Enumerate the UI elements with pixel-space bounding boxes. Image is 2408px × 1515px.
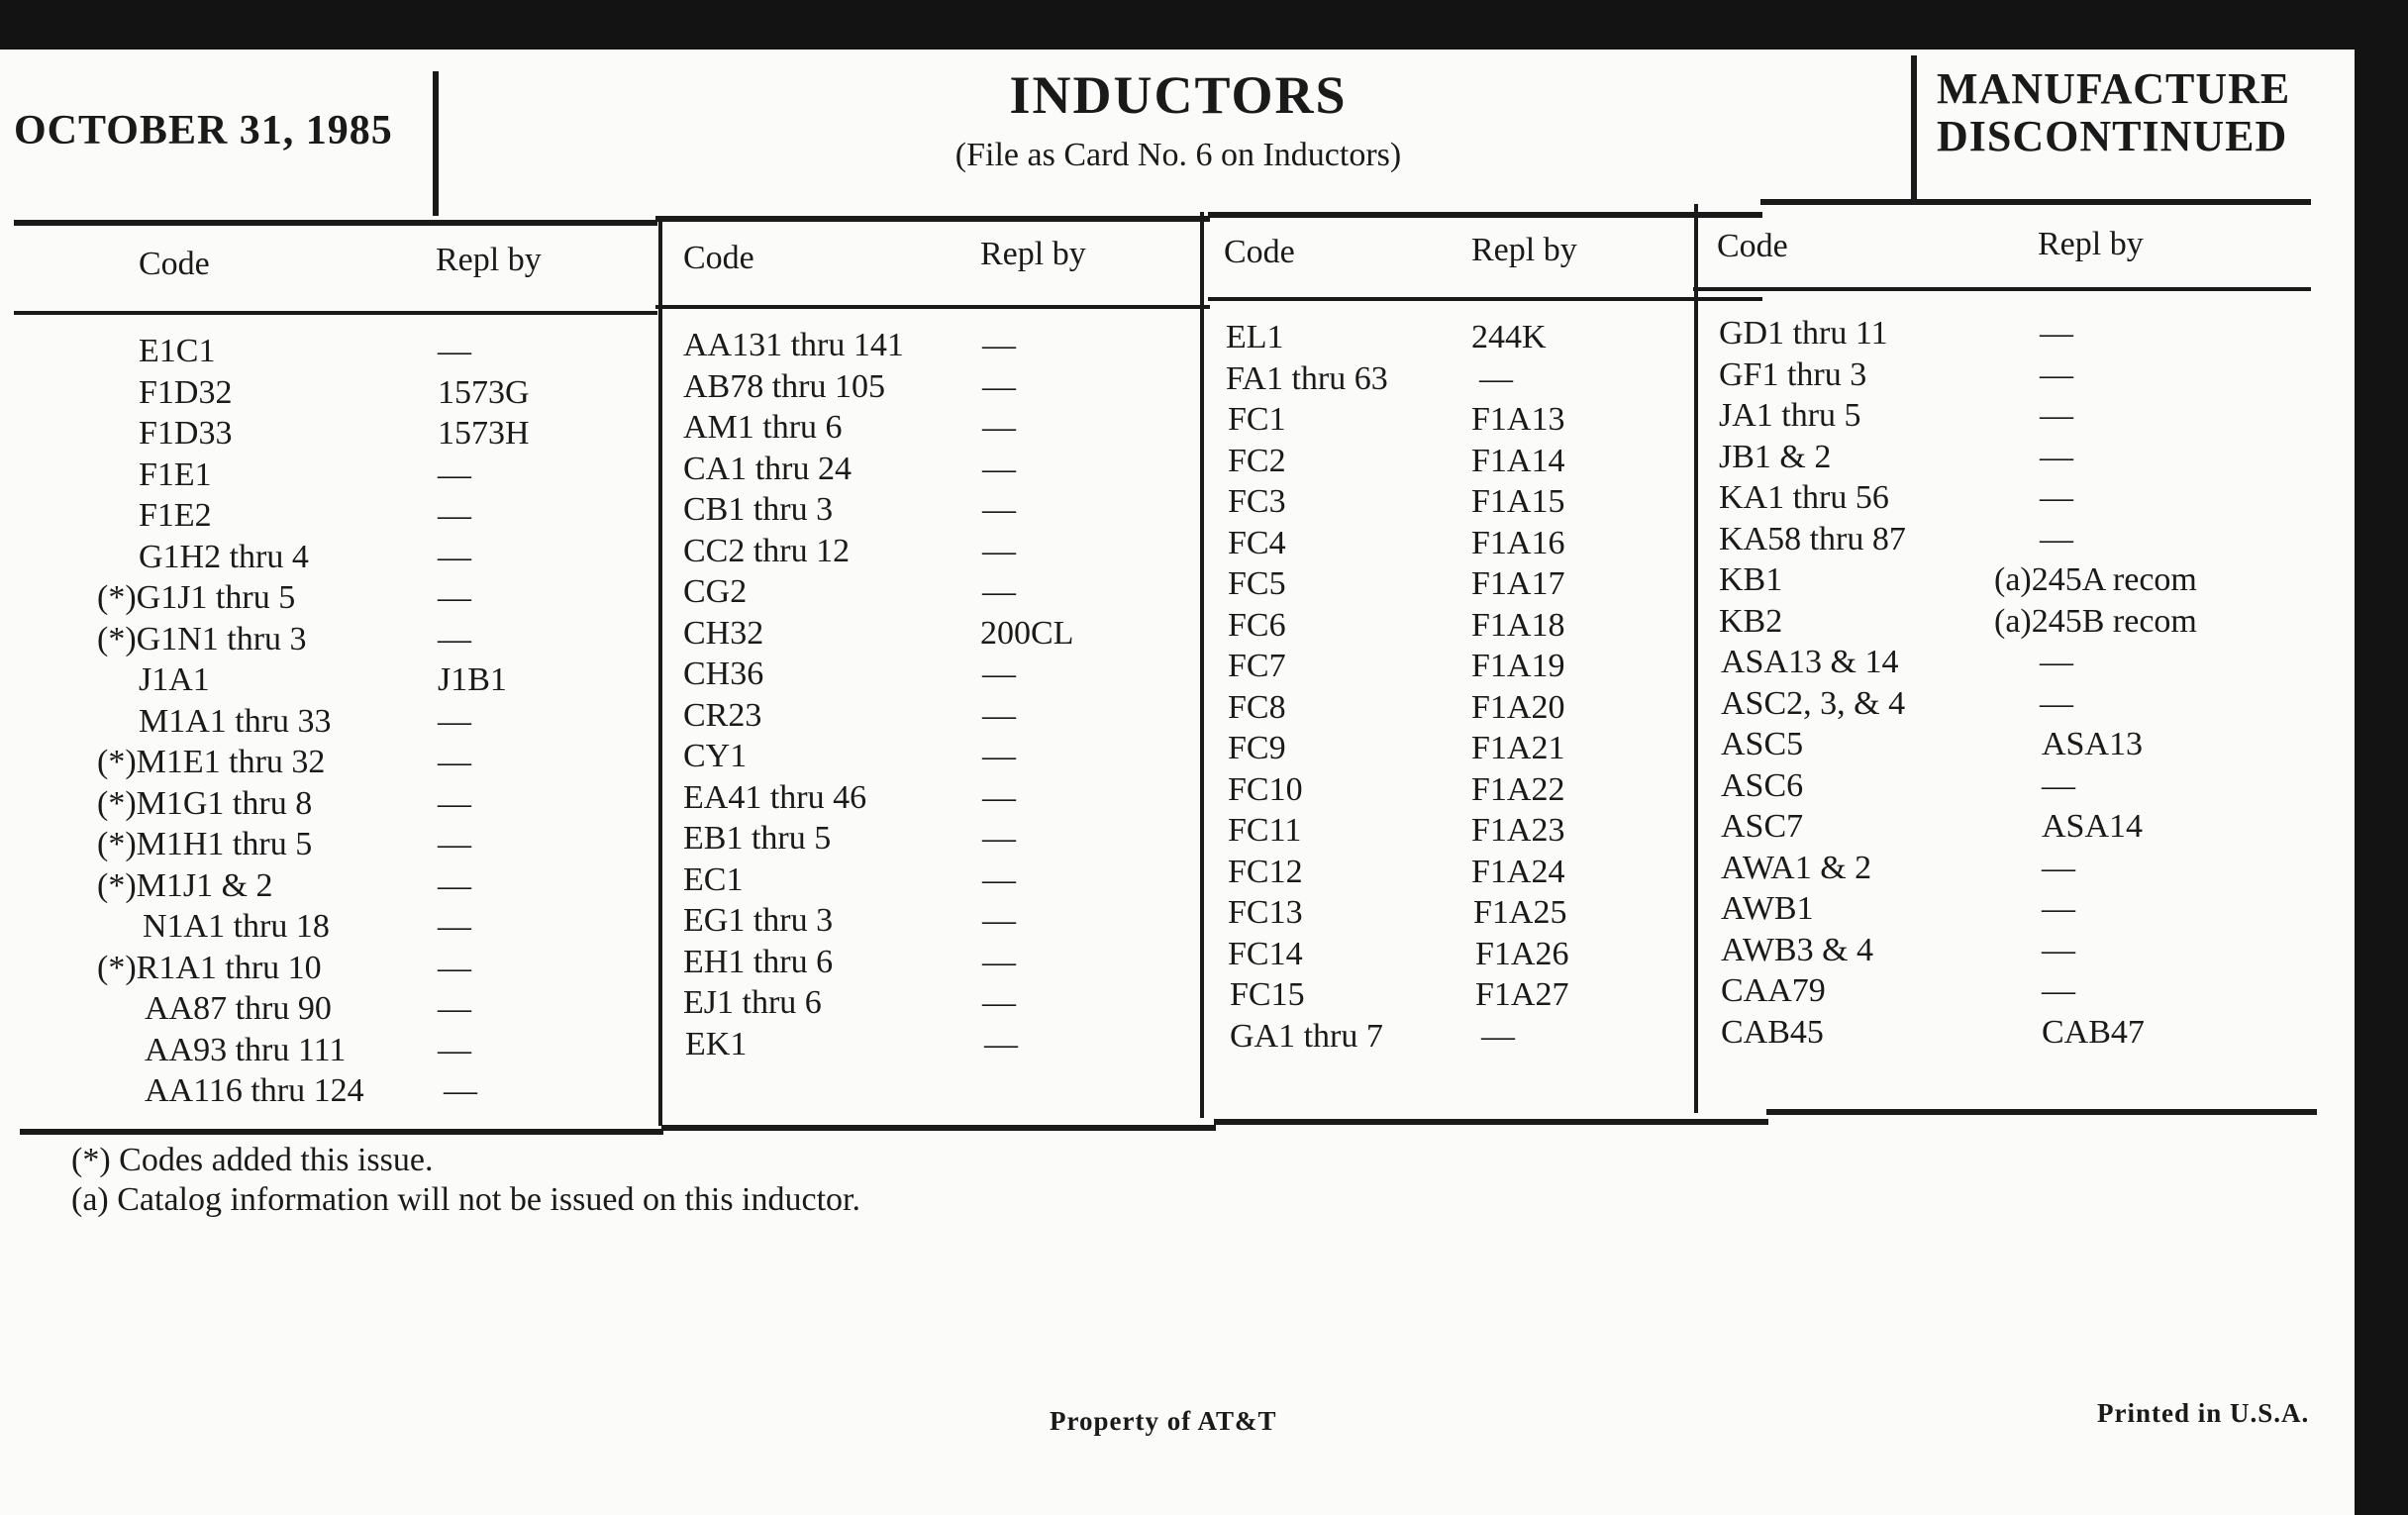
code-cell: (*)M1G1 thru 8: [97, 784, 313, 822]
code-cell: AWB3 & 4: [1721, 931, 1874, 968]
issue-date: OCTOBER 31, 1985: [14, 108, 393, 153]
code-cell: CY1: [683, 738, 748, 774]
header-rule-4: [1760, 199, 2311, 205]
repl-cell: —: [982, 820, 1016, 857]
code-cell: (*)M1H1 thru 5: [97, 826, 313, 862]
repl-cell: —: [2042, 890, 2075, 927]
code-cell: ASC6: [1721, 766, 1804, 804]
col2-repl-header: Repl by: [980, 236, 1086, 272]
code-cell: (*)G1N1 thru 3: [97, 620, 307, 657]
repl-cell: —: [438, 1031, 471, 1068]
code-cell: JA1 thru 5: [1719, 397, 1861, 434]
table-bottom-rule-3: [1214, 1119, 1768, 1125]
code-cell: AWB1: [1721, 890, 1814, 927]
repl-cell: 1573H: [438, 415, 530, 452]
repl-cell: —: [2040, 397, 2073, 434]
repl-cell: —: [982, 943, 1016, 980]
repl-cell: —: [982, 860, 1016, 898]
repl-cell: —: [982, 696, 1016, 734]
table-row: [0, 561, 2317, 603]
repl-cell: CAB47: [2042, 1013, 2145, 1051]
code-cell: EL1: [1226, 319, 1284, 355]
table-row: [0, 685, 2317, 727]
footnotes: [71, 1141, 860, 1220]
repl-cell: —: [2042, 931, 2075, 968]
table-row: [0, 767, 2317, 809]
code-cell: CG2: [683, 573, 748, 610]
repl-cell: —: [2040, 644, 2073, 680]
repl-cell: —: [1481, 1017, 1515, 1055]
code-cell: FC7: [1228, 648, 1286, 684]
code-cell: CAB45: [1721, 1013, 1824, 1051]
code-cell: EG1 thru 3: [683, 902, 834, 939]
repl-cell: —: [982, 778, 1016, 816]
repl-cell: —: [2040, 438, 2073, 475]
code-cell: AA116 thru 124: [145, 1072, 364, 1109]
code-cell: CH36: [683, 656, 764, 692]
col1-repl-header: Repl by: [436, 242, 542, 278]
repl-cell: —: [982, 656, 1016, 692]
repl-cell: F1A15: [1471, 483, 1565, 520]
code-cell: FC2: [1228, 442, 1286, 479]
repl-cell: —: [1479, 359, 1513, 397]
table-row: [0, 1072, 653, 1114]
code-cell: N1A1 thru 18: [143, 908, 330, 945]
repl-cell: F1A19: [1471, 648, 1565, 684]
repl-cell: —: [438, 908, 471, 945]
code-cell: EB1 thru 5: [683, 820, 832, 857]
repl-cell: —: [438, 620, 471, 657]
col4-rows: [0, 315, 2317, 1055]
code-cell: GF1 thru 3: [1719, 355, 1867, 393]
repl-cell: F1A21: [1471, 730, 1565, 766]
column-header-rule-3: [1208, 297, 1762, 301]
repl-cell: F1A13: [1471, 401, 1565, 438]
code-cell: FC1: [1228, 401, 1286, 438]
code-cell: AA87 thru 90: [145, 990, 332, 1027]
repl-cell: —: [438, 826, 471, 862]
repl-cell: —: [438, 333, 471, 369]
code-cell: (*)M1E1 thru 32: [97, 744, 326, 780]
header-divider-left: [433, 71, 439, 216]
repl-cell: F1A16: [1471, 524, 1565, 561]
column-header-rule-4: [1693, 287, 2311, 291]
code-cell: FC4: [1228, 524, 1286, 561]
code-cell: CH32: [683, 614, 764, 652]
repl-cell: —: [2040, 520, 2073, 557]
repl-cell: F1A27: [1475, 976, 1569, 1013]
repl-cell: —: [438, 497, 471, 534]
code-cell: CAA79: [1721, 972, 1826, 1009]
code-cell: GA1 thru 7: [1230, 1017, 1383, 1055]
repl-cell: —: [438, 784, 471, 822]
ownership-notice: Property of AT&T: [1050, 1406, 1277, 1436]
repl-cell: —: [2042, 972, 2075, 1009]
code-cell: AB78 thru 105: [683, 367, 885, 405]
column-header-rule-2: [655, 305, 1210, 309]
table-bottom-rule-1: [20, 1129, 663, 1135]
status-line-2: DISCONTINUED: [1937, 112, 2288, 160]
repl-cell: F1A23: [1471, 812, 1565, 849]
repl-cell: F1A22: [1471, 770, 1565, 808]
col4-repl-header: Repl by: [2038, 226, 2144, 262]
table-row: [0, 439, 2317, 480]
repl-cell: —: [2040, 479, 2073, 516]
repl-cell: —: [982, 450, 1016, 487]
table-row: [0, 315, 2317, 356]
repl-cell: —: [2040, 315, 2073, 352]
code-cell: FC3: [1228, 483, 1286, 520]
header-rule-3: [1208, 212, 1762, 218]
status-label: [1937, 65, 2290, 160]
table-row: [0, 479, 2317, 521]
repl-cell: —: [982, 738, 1016, 774]
table-row: [0, 397, 2317, 439]
col2-code-header: Code: [683, 240, 754, 276]
code-cell: JB1 & 2: [1719, 438, 1832, 475]
code-cell: GD1 thru 11: [1719, 315, 1888, 352]
repl-cell: —: [982, 491, 1016, 528]
code-cell: AA131 thru 141: [683, 327, 904, 363]
code-cell: ASA13 & 14: [1721, 644, 1899, 680]
title-block: [441, 63, 1916, 176]
card-subtitle: (File as Card No. 6 on Inductors): [954, 137, 1402, 173]
col3-code-header: Code: [1224, 234, 1295, 270]
repl-cell: F1A24: [1471, 853, 1565, 890]
col4-code-header: Code: [1717, 228, 1788, 264]
code-cell: F1E1: [139, 455, 212, 493]
repl-cell: (a)245B recom: [1994, 602, 2197, 640]
code-cell: M1A1 thru 33: [139, 702, 332, 740]
repl-cell: J1B1: [438, 661, 507, 698]
repl-cell: —: [984, 1025, 1018, 1062]
repl-cell: —: [438, 990, 471, 1027]
footnote-a: (a) Catalog information will not be issued on this inductor.: [71, 1181, 860, 1218]
footnote-asterisk: (*) Codes added this issue.: [71, 1142, 434, 1178]
code-cell: AA93 thru 111: [145, 1031, 347, 1068]
repl-cell: —: [438, 866, 471, 904]
repl-cell: —: [438, 455, 471, 493]
repl-cell: —: [982, 902, 1016, 939]
code-cell: J1A1: [139, 661, 210, 698]
header-rule-2: [655, 216, 1210, 222]
status-line-1: MANUFACTURE: [1937, 64, 2291, 113]
repl-cell: —: [438, 538, 471, 575]
repl-cell: ASA13: [2042, 726, 2144, 762]
repl-cell: F1A14: [1471, 442, 1565, 479]
code-cell: G1H2 thru 4: [139, 538, 309, 575]
code-cell: CA1 thru 24: [683, 450, 852, 487]
code-cell: FC9: [1228, 730, 1286, 766]
code-cell: EC1: [683, 860, 744, 898]
repl-cell: ASA14: [2042, 808, 2144, 845]
code-cell: FC5: [1228, 565, 1286, 602]
code-cell: KB1: [1719, 561, 1783, 598]
code-cell: KA1 thru 56: [1719, 479, 1889, 516]
table-row: [0, 972, 2317, 1014]
repl-cell: —: [982, 532, 1016, 569]
table-row: [0, 890, 2317, 932]
table-row: [0, 1014, 2317, 1056]
code-cell: EJ1 thru 6: [683, 984, 822, 1021]
repl-cell: —: [2040, 355, 2073, 393]
repl-cell: —: [438, 579, 471, 616]
table-row: [0, 850, 2317, 891]
repl-cell: —: [982, 409, 1016, 446]
code-cell: CR23: [683, 696, 762, 734]
repl-cell: —: [2040, 684, 2073, 722]
code-cell: FC10: [1228, 770, 1303, 808]
code-cell: AWA1 & 2: [1721, 849, 1872, 886]
table-bottom-rule-2: [661, 1125, 1216, 1131]
table-row: [0, 521, 2317, 562]
code-cell: (*)M1J1 & 2: [97, 866, 273, 904]
col1-code-header: Code: [139, 246, 210, 282]
code-cell: FC8: [1228, 688, 1286, 726]
col3-repl-header: Repl by: [1471, 232, 1577, 268]
repl-cell: —: [438, 949, 471, 986]
code-cell: FA1 thru 63: [1226, 359, 1388, 397]
code-cell: F1D33: [139, 415, 233, 452]
repl-cell: —: [444, 1072, 477, 1109]
repl-cell: —: [438, 744, 471, 780]
repl-cell: 244K: [1471, 319, 1547, 355]
repl-cell: F1A20: [1471, 688, 1565, 726]
table-row: [0, 726, 2317, 767]
table-row: [0, 603, 2317, 645]
code-cell: F1E2: [139, 497, 212, 534]
repl-cell: —: [982, 573, 1016, 610]
table-row: [0, 932, 2317, 973]
code-cell: ASC5: [1721, 726, 1804, 762]
repl-cell: —: [438, 702, 471, 740]
code-cell: FC12: [1228, 853, 1303, 890]
repl-cell: F1A26: [1475, 935, 1569, 972]
repl-cell: 200CL: [980, 614, 1074, 652]
code-cell: KB2: [1719, 602, 1783, 640]
code-cell: EA41 thru 46: [683, 778, 867, 816]
repl-cell: F1A18: [1471, 606, 1565, 644]
code-cell: F1D32: [139, 373, 233, 411]
print-notice: Printed in U.S.A.: [2097, 1398, 2310, 1428]
code-cell: ASC7: [1721, 808, 1804, 845]
code-cell: CC2 thru 12: [683, 532, 851, 569]
repl-cell: F1A17: [1471, 565, 1565, 602]
card-title: INDUCTORS: [1009, 65, 1348, 125]
table-row: [0, 356, 2317, 398]
code-cell: AM1 thru 6: [683, 409, 843, 446]
code-cell: E1C1: [139, 333, 216, 369]
repl-cell: —: [2042, 766, 2075, 804]
repl-cell: —: [982, 367, 1016, 405]
repl-cell: —: [2042, 849, 2075, 886]
table-bottom-rule-4: [1766, 1109, 2317, 1115]
code-cell: FC14: [1228, 935, 1303, 972]
repl-cell: 1573G: [438, 373, 530, 411]
code-cell: KA58 thru 87: [1719, 520, 1906, 557]
code-cell: FC6: [1228, 606, 1286, 644]
repl-cell: (a)245A recom: [1994, 561, 2197, 598]
header-rule-1: [14, 220, 657, 226]
code-cell: EH1 thru 6: [683, 943, 834, 980]
repl-cell: —: [982, 984, 1016, 1021]
code-cell: EK1: [685, 1025, 748, 1062]
table-row: [0, 808, 2317, 850]
code-cell: FC11: [1228, 812, 1302, 849]
code-cell: CB1 thru 3: [683, 491, 834, 528]
repl-cell: —: [982, 327, 1016, 363]
code-cell: ASC2, 3, & 4: [1721, 684, 1906, 722]
code-cell: FC13: [1228, 894, 1303, 931]
code-cell: (*)G1J1 thru 5: [97, 579, 296, 616]
table-row: [0, 644, 2317, 685]
code-cell: FC15: [1230, 976, 1305, 1013]
repl-cell: F1A25: [1473, 894, 1567, 931]
code-cell: (*)R1A1 thru 10: [97, 949, 322, 986]
